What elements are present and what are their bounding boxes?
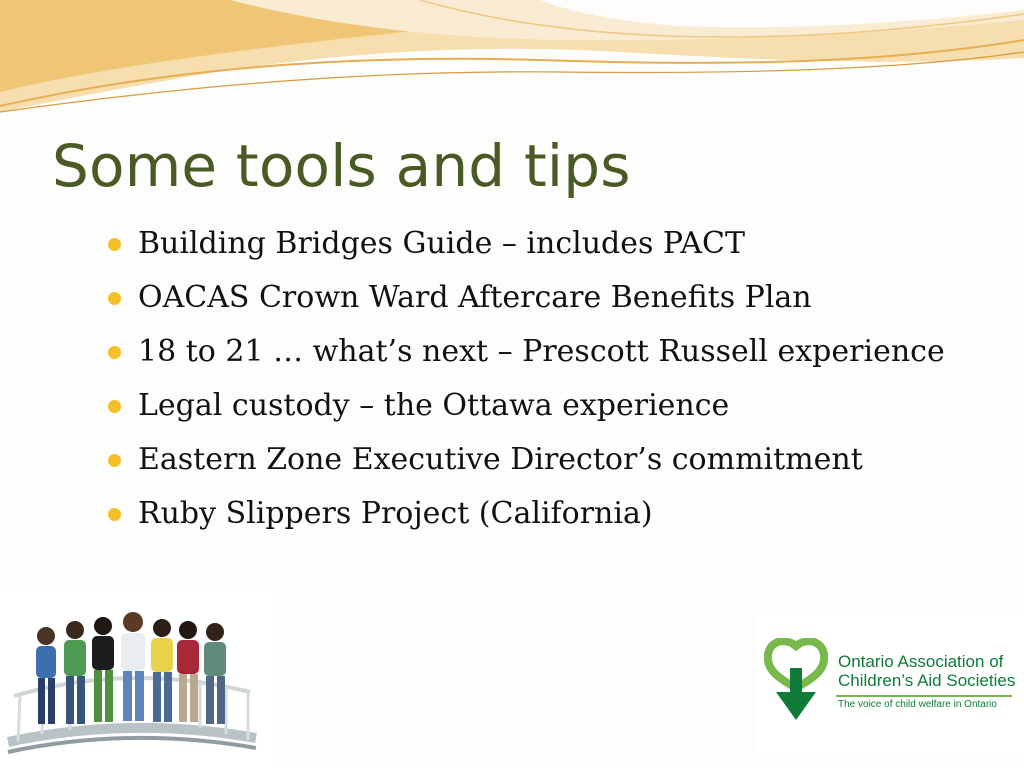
bullet-dot-icon bbox=[108, 238, 121, 251]
slide-title: Some tools and tips bbox=[52, 132, 631, 200]
logo-organization-name bbox=[838, 652, 1015, 690]
logo-tagline: The voice of child welfare in Ontario bbox=[838, 699, 997, 710]
bullet-dot-icon bbox=[108, 346, 121, 359]
bullet-item bbox=[108, 272, 945, 326]
youth-on-bridge-photo bbox=[0, 592, 272, 768]
bullet-dot-icon bbox=[108, 508, 121, 521]
oacas-heart-arrow-icon bbox=[764, 638, 828, 722]
bullet-item bbox=[108, 488, 945, 542]
bullet-text: OACAS Crown Ward Aftercare Benefits Plan bbox=[138, 280, 812, 315]
bullet-dot-icon bbox=[108, 454, 121, 467]
bullet-dot-icon bbox=[108, 292, 121, 305]
bullet-text: Eastern Zone Executive Director’s commitment bbox=[138, 442, 863, 477]
bullet-list bbox=[108, 218, 945, 542]
logo-name-line-1: Ontario Association of bbox=[838, 652, 1004, 671]
oacas-logo bbox=[756, 616, 1024, 752]
bullet-text: Building Bridges Guide – includes PACT bbox=[138, 226, 745, 261]
logo-name-line-2: Children’s Aid Societies bbox=[838, 671, 1016, 690]
bullet-text: 18 to 21 … what’s next – Prescott Russell experience bbox=[138, 334, 945, 369]
bullet-item bbox=[108, 380, 945, 434]
bullet-item bbox=[108, 434, 945, 488]
header-wave-decoration bbox=[0, 0, 1024, 130]
bullet-dot-icon bbox=[108, 400, 121, 413]
bullet-item bbox=[108, 218, 945, 272]
bullet-text: Ruby Slippers Project (California) bbox=[138, 496, 653, 531]
logo-divider bbox=[836, 695, 1012, 697]
bullet-text: Legal custody – the Ottawa experience bbox=[138, 388, 730, 423]
bullet-item bbox=[108, 326, 945, 380]
